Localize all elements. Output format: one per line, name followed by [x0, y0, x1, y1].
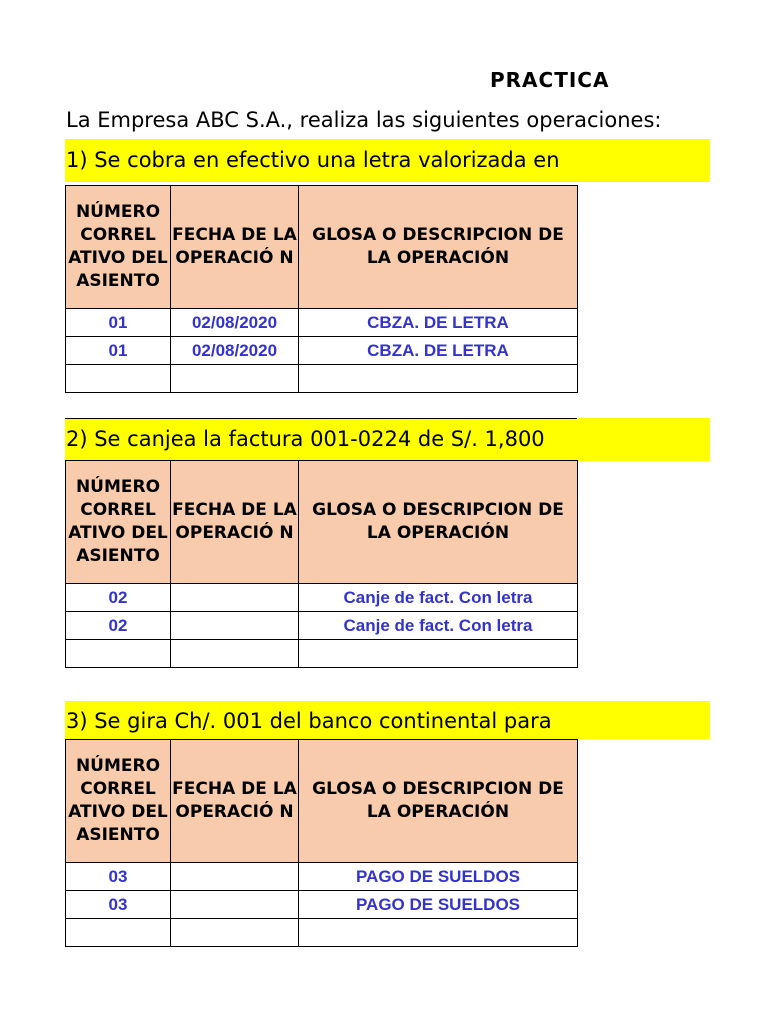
header-numero: NÚMERO CORREL ATIVO DEL ASIENTO: [66, 186, 171, 309]
table-header-row: [66, 461, 578, 584]
cell-fecha[interactable]: [171, 365, 299, 393]
cell-numero[interactable]: [66, 640, 171, 668]
cell-fecha[interactable]: [171, 612, 299, 640]
header-numero: NÚMERO CORREL ATIVO DEL ASIENTO: [66, 461, 171, 584]
section-banner-text: 3) Se gira Ch/. 001 del banco continental para: [66, 709, 552, 733]
cell-fecha[interactable]: [171, 891, 299, 919]
table-row: [66, 584, 578, 612]
table-row: [66, 640, 578, 668]
cell-fecha[interactable]: [171, 919, 299, 947]
cell-glosa[interactable]: PAGO DE SUELDOS: [299, 863, 578, 891]
cell-fecha[interactable]: [171, 640, 299, 668]
header-fecha: FECHA DE LA OPERACIÓ N: [171, 740, 299, 863]
entries-table: [65, 185, 578, 393]
cell-glosa[interactable]: PAGO DE SUELDOS: [299, 891, 578, 919]
cell-glosa[interactable]: Canje de fact. Con letra: [299, 612, 578, 640]
table-header-row: [66, 740, 578, 863]
header-glosa: GLOSA O DESCRIPCION DE LA OPERACIÓN: [299, 461, 578, 584]
entries-table: [65, 739, 578, 947]
header-numero: NÚMERO CORREL ATIVO DEL ASIENTO: [66, 740, 171, 863]
cell-glosa[interactable]: [299, 919, 578, 947]
cell-numero[interactable]: [66, 365, 171, 393]
cell-numero[interactable]: 02: [66, 584, 171, 612]
cell-fecha[interactable]: [171, 863, 299, 891]
table-row: [66, 612, 578, 640]
cell-fecha[interactable]: 02/08/2020: [171, 337, 299, 365]
cell-glosa[interactable]: CBZA. DE LETRA: [299, 309, 578, 337]
table-row: [66, 365, 578, 393]
header-fecha: FECHA DE LA OPERACIÓ N: [171, 461, 299, 584]
header-glosa: GLOSA O DESCRIPCION DE LA OPERACIÓN: [299, 740, 578, 863]
cell-glosa[interactable]: [299, 365, 578, 393]
cell-numero[interactable]: 01: [66, 337, 171, 365]
cell-fecha[interactable]: 02/08/2020: [171, 309, 299, 337]
page-title: PRACTICA: [490, 68, 610, 92]
cell-glosa[interactable]: Canje de fact. Con letra: [299, 584, 578, 612]
table-row: [66, 337, 578, 365]
table-row: [66, 309, 578, 337]
cell-glosa[interactable]: CBZA. DE LETRA: [299, 337, 578, 365]
table-header-row: [66, 186, 578, 309]
cell-glosa[interactable]: [299, 640, 578, 668]
cell-numero[interactable]: 03: [66, 863, 171, 891]
cell-numero[interactable]: 02: [66, 612, 171, 640]
intro-text: La Empresa ABC S.A., realiza las siguientes operaciones:: [66, 108, 662, 132]
header-glosa: GLOSA O DESCRIPCION DE LA OPERACIÓN: [299, 186, 578, 309]
cell-numero[interactable]: 01: [66, 309, 171, 337]
section-banner-text: 2) Se canjea la factura 001-0224 de S/. 1,800: [66, 427, 545, 451]
cell-numero[interactable]: [66, 919, 171, 947]
header-fecha: FECHA DE LA OPERACIÓ N: [171, 186, 299, 309]
table-row: [66, 891, 578, 919]
section-banner-text: 1) Se cobra en efectivo una letra valorizada en: [66, 148, 560, 172]
cell-fecha[interactable]: [171, 584, 299, 612]
table-row: [66, 863, 578, 891]
table-row: [66, 919, 578, 947]
cell-numero[interactable]: 03: [66, 891, 171, 919]
entries-table: [65, 460, 578, 668]
